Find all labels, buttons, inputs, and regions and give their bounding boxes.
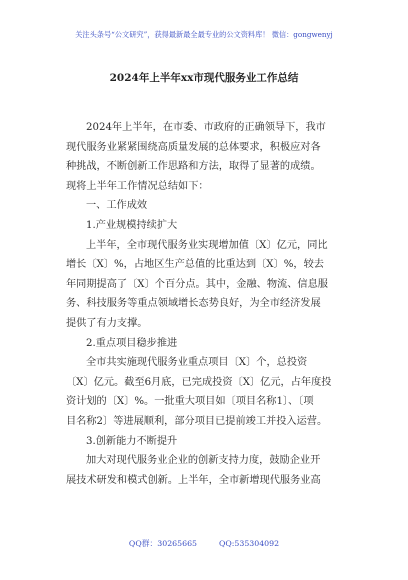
- body-line: 加大对现代服务业企业的创新支持力度，鼓励企业开: [86, 455, 321, 467]
- body-line: 3.创新能力不断提升: [86, 435, 178, 447]
- body-line: 目名称2〕等进展顺利，部分项目已提前竣工并投入运营。: [66, 415, 328, 427]
- body-line: 提供了有力支撑。: [66, 317, 148, 329]
- body-line: 务、科技服务等重点领域增长态势良好，为全市经济发展: [66, 298, 321, 310]
- header-notice: 关注头条号“公文研究”，获得最新最全最专业的公文资料库！ 微信：gongwenyj: [75, 30, 333, 39]
- body-line: 现代服务业紧紧围绕高质量发展的总体要求，积极应对各: [66, 141, 321, 153]
- footer-qq-group: QQ群：30265665: [128, 539, 197, 548]
- body-line: 2024年上半年，在市委、市政府的正确领导下，我市: [86, 122, 326, 133]
- document-body: [66, 118, 342, 490]
- body-line: 2.重点项目稳步推进: [86, 337, 178, 349]
- body-line: 一、工作成效: [86, 200, 148, 212]
- body-line: 上半年，全市现代服务业实现增加值〔X〕亿元，同比: [86, 239, 328, 251]
- body-line: 1.产业规模持续扩大: [86, 219, 178, 231]
- body-line: 全市共实施现代服务业重点项目〔X〕个，总投资: [86, 357, 308, 369]
- body-line: 增长〔X〕%，占地区生产总值的比重达到〔X〕%，较去: [66, 259, 324, 271]
- body-line: 现将上半年工作情况总结如下：: [66, 180, 209, 192]
- document-title: 2024年上半年xx市现代服务业工作总结: [109, 72, 299, 84]
- footer-contact: [0, 538, 408, 549]
- body-line: 〔X〕亿元。截至6月底，已完成投资〔X〕亿元，占年度投: [66, 376, 332, 388]
- body-line: 资计划的〔X〕%。一批重大项目如〔项目名称1〕、〔项: [66, 396, 314, 408]
- body-line: 种挑战，不断创新工作思路和方法，取得了显著的成绩。: [66, 161, 321, 173]
- footer-qq-number: QQ:535304092: [219, 539, 280, 548]
- body-line: 年同期提高了〔X〕个百分点。其中，金融、物流、信息服: [66, 278, 328, 290]
- body-line: 展技术研发和模式创新。上半年，全市新增现代服务业高: [66, 474, 321, 486]
